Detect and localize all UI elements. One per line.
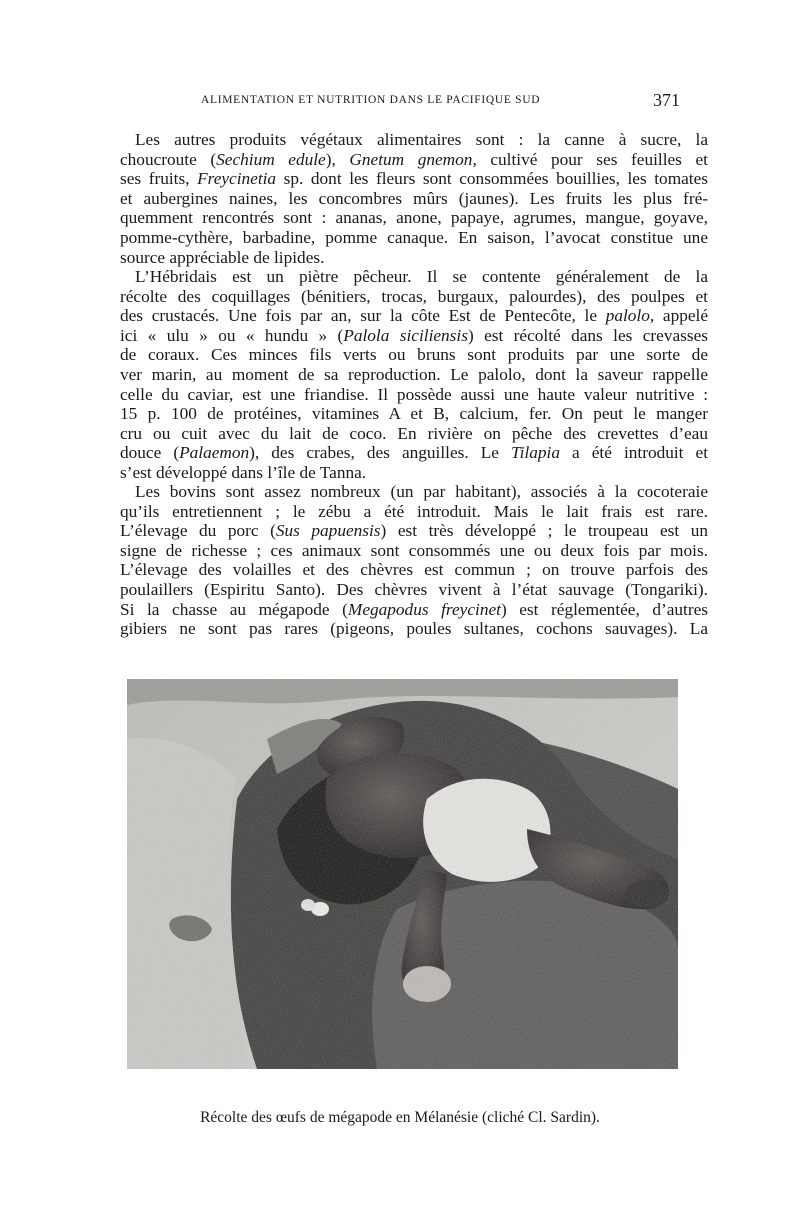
text-run: des crustacés. Une fois par an, sur la côte Est de Pentecôte, le	[120, 306, 606, 326]
italic-text: Freycinetia	[197, 169, 277, 189]
text-line	[120, 424, 708, 444]
text-run: s’est développé dans l’île de Tanna.	[120, 462, 367, 482]
text-line	[120, 345, 708, 365]
text-line	[120, 365, 708, 385]
text-run: source appréciable de lipides.	[120, 247, 325, 267]
text-run: douce (	[120, 443, 180, 463]
text-run: choucroute (	[120, 149, 217, 169]
text-run: ),	[325, 149, 350, 169]
text-run: gibiers ne sont pas rares (pigeons, poules sultanes, cochons sauvages). La	[120, 619, 708, 639]
text-run: appelé	[654, 306, 708, 326]
text-line	[120, 306, 708, 326]
text-line	[120, 267, 708, 287]
text-run: a été introduit et	[559, 443, 708, 463]
text-line	[120, 443, 708, 463]
text-line	[120, 463, 708, 483]
text-run: sp. dont les fleurs sont consommées bouillies, les tomates	[276, 169, 709, 189]
text-line	[120, 326, 708, 346]
text-line	[120, 228, 708, 248]
text-run: qu’ils entretiennent ; le zébu a été introduit. Mais le lait frais est rare.	[120, 501, 708, 521]
text-line	[120, 502, 708, 522]
text-run: L’élevage des volailles et des chèvres est commun ; on trouve parfois des	[120, 560, 708, 580]
italic-text: Sechium edule	[216, 149, 326, 169]
italic-text: palolo,	[605, 306, 655, 326]
text-run: L’élevage du porc (	[120, 521, 276, 541]
photo-illustration	[127, 679, 678, 1069]
text-run: ) est réglementée, d’autres	[500, 599, 709, 619]
paragraph-livestock	[120, 482, 708, 639]
text-run: Si la chasse au mégapode (	[120, 599, 348, 619]
text-line	[120, 287, 708, 307]
text-line	[120, 248, 708, 268]
italic-text: Tilapia	[511, 443, 560, 463]
text-run: pomme-cythère, barbadine, pomme canaque. En saison, l’avocat constitue une	[120, 227, 708, 247]
text-run: signe de richesse ; ces animaux sont consommés une ou deux fois par mois.	[120, 540, 708, 560]
text-run: ) est très développé ; le troupeau est un	[380, 521, 708, 541]
running-title: ALIMENTATION ET NUTRITION DANS LE PACIFIQUE SUD	[201, 94, 541, 106]
text-line	[120, 619, 708, 639]
page-number: 371	[653, 90, 680, 110]
text-line	[120, 130, 708, 150]
text-run: celle du caviar, est une friandise. Il possède aussi une haute valeur nutritive :	[120, 384, 708, 404]
text-line	[120, 385, 708, 405]
text-line	[120, 521, 708, 541]
text-run: ) est récolté dans les crevasses	[467, 325, 708, 345]
text-run: ver marin, au moment de sa reproduction. Le palolo, dont la saveur rappelle	[120, 364, 708, 384]
text-line	[120, 541, 708, 561]
text-run: cru ou cuit avec du lait de coco. En rivière on pêche des crevettes d’eau	[120, 423, 708, 443]
text-run: quemment rencontrés sont : ananas, anone, papaye, agrumes, mangue, goyave,	[120, 208, 708, 228]
text-run: L’Hébridais est un piètre pêcheur. Il se contente généralement de la	[135, 267, 708, 286]
text-line	[120, 482, 708, 502]
italic-text: Megapodus freycinet	[347, 599, 501, 619]
text-run: Les autres produits végétaux alimentaires sont : la canne à sucre, la	[135, 130, 708, 149]
text-run: 15 p. 100 de protéines, vitamines A et B, calcium, fer. On peut le manger	[120, 404, 708, 424]
text-run: récolte des coquillages (bénitiers, trocas, burgaux, palourdes), des poulpes et	[120, 286, 708, 306]
italic-text: Palaemon	[179, 443, 250, 463]
text-line	[120, 580, 708, 600]
text-line	[120, 560, 708, 580]
paragraph-fishing	[120, 267, 708, 483]
text-run: Les bovins sont assez nombreux (un par habitant), associés à la cocoteraie	[135, 482, 708, 501]
text-line	[120, 208, 708, 228]
text-run: cultivé pour ses feuilles et	[476, 149, 708, 169]
text-run: et aubergines naines, les concombres mûrs (jaunes). Les fruits les plus fré-	[120, 188, 708, 208]
text-line	[120, 150, 708, 170]
figure-caption: Récolte des œufs de mégapode en Mélanésie (cliché Cl. Sardin).	[200, 1109, 600, 1126]
text-run: ses fruits,	[120, 169, 198, 189]
paragraph-plant-foods	[120, 130, 708, 267]
italic-text: Palola siciliensis	[343, 325, 468, 345]
running-header	[120, 92, 680, 112]
text-run: de coraux. Ces minces fils verts ou bruns sont produits par une sorte de	[120, 345, 708, 365]
text-run: ), des crabes, des anguilles. Le	[249, 443, 511, 463]
text-run: ici « ulu » ou « hundu » (	[120, 325, 344, 345]
text-run: poulaillers (Espiritu Santo). Des chèvres vivent à l’état sauvage (Tongariki).	[120, 579, 708, 599]
photo-megapode-egg-harvest	[127, 679, 678, 1069]
text-line	[120, 169, 708, 189]
text-line	[120, 600, 708, 620]
italic-text: Sus papuensis	[275, 521, 381, 541]
text-line	[120, 189, 708, 209]
text-line	[120, 404, 708, 424]
italic-text: Gnetum gnemon,	[349, 149, 477, 169]
